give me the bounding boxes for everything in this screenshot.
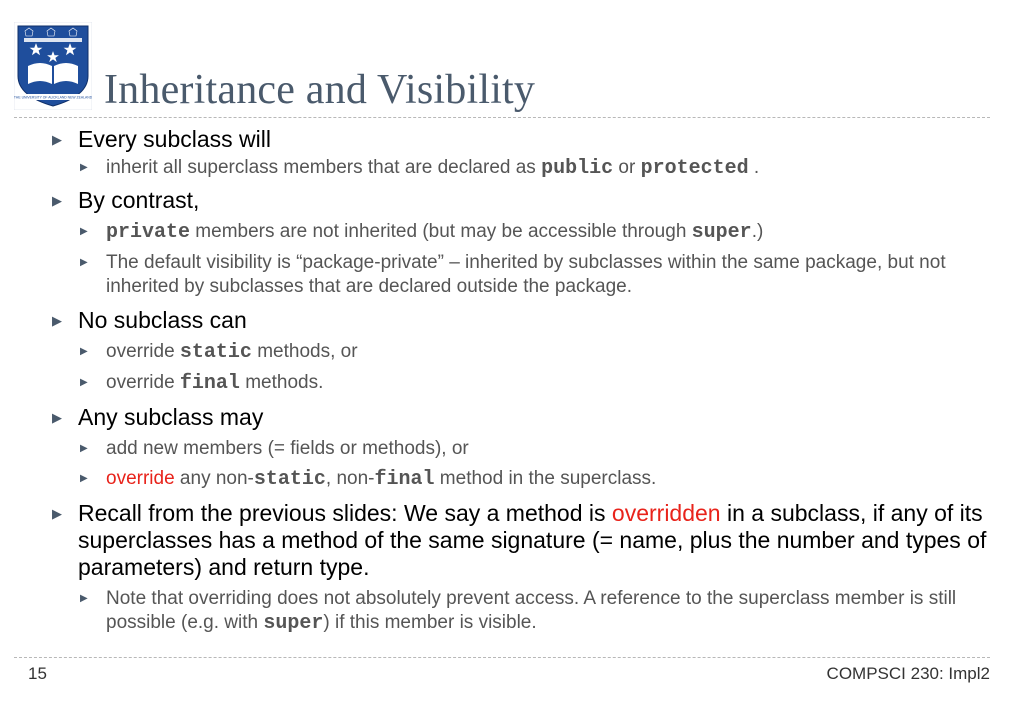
sub-bullet-private: ▶ private members are not inherited (but may be accessible through super.): [80, 221, 764, 244]
code-super: super: [263, 612, 324, 635]
sub-bullet-arrow-icon: ▶: [80, 162, 88, 173]
bullet-arrow-icon: ▶: [52, 410, 62, 425]
bullet-arrow-icon: ▶: [52, 506, 62, 521]
title-divider: [14, 117, 990, 118]
bullet-arrow-icon: ▶: [52, 313, 62, 328]
sub-bullet-package-private: ▶ The default visibility is “package-private” – inherited by subclasses within the same package, but not inherited by subclasses that are declared outside the package.: [80, 252, 946, 297]
code-protected: protected: [640, 157, 749, 180]
sub-bullet-final: ▶ override final methods.: [80, 372, 324, 395]
override-highlight: override: [106, 468, 175, 489]
sub-bullet-arrow-icon: ▶: [80, 346, 88, 357]
sub-bullet-arrow-icon: ▶: [80, 377, 88, 388]
code-final: final: [179, 372, 240, 395]
course-label: COMPSCI 230: Impl2: [826, 664, 990, 683]
sub-bullet-note: ▶ Note that overriding does not absolutely prevent access. A reference to the superclass member is still possible (e.g. with super) if this member is visible.: [80, 588, 957, 635]
sub-bullet-arrow-icon: ▶: [80, 593, 88, 604]
overridden-highlight: overridden: [611, 500, 721, 526]
bullet-recall: ▶ Recall from the previous slides: We say a method is overridden in a subclass, if any of its superclasses has a method of the same signature (= name, plus the number and types of parameters) and return type.: [52, 500, 987, 580]
bullet-arrow-icon: ▶: [52, 193, 62, 208]
code-static: static: [253, 468, 326, 491]
code-private: private: [106, 221, 191, 244]
bullet-no-subclass: ▶ No subclass can: [52, 307, 247, 333]
sub-bullet-inherit: ▶ inherit all superclass members that are declared as public or protected .: [80, 157, 760, 180]
sub-bullet-arrow-icon: ▶: [80, 473, 88, 484]
slide-body: [48, 124, 998, 636]
bullet-arrow-icon: ▶: [52, 132, 62, 147]
footer-divider: [14, 657, 990, 658]
page-number: 15: [28, 664, 47, 683]
logo-text: THE UNIVERSITY OF AUCKLAND NEW ZEALAND: [14, 95, 92, 100]
sub-bullet-add-members: ▶ add new members (= fields or methods), or: [80, 438, 469, 459]
sub-bullet-arrow-icon: ▶: [80, 226, 88, 237]
bullet-any-subclass: ▶ Any subclass may: [52, 404, 264, 430]
sub-bullet-static: ▶ override static methods, or: [80, 341, 358, 364]
code-super: super: [691, 221, 752, 244]
sub-bullet-arrow-icon: ▶: [80, 257, 88, 268]
bullet-every-subclass: ▶ Every subclass will: [52, 126, 271, 152]
code-public: public: [541, 157, 614, 180]
code-final: final: [374, 468, 435, 491]
sub-bullet-arrow-icon: ▶: [80, 443, 88, 454]
slide-title: Inheritance and Visibility: [104, 67, 536, 113]
bullet-by-contrast: ▶ By contrast,: [52, 187, 200, 213]
sub-bullet-override: ▶ override any non-static, non-final method in the superclass.: [80, 468, 657, 491]
university-logo: [14, 22, 92, 110]
code-static: static: [179, 341, 252, 364]
